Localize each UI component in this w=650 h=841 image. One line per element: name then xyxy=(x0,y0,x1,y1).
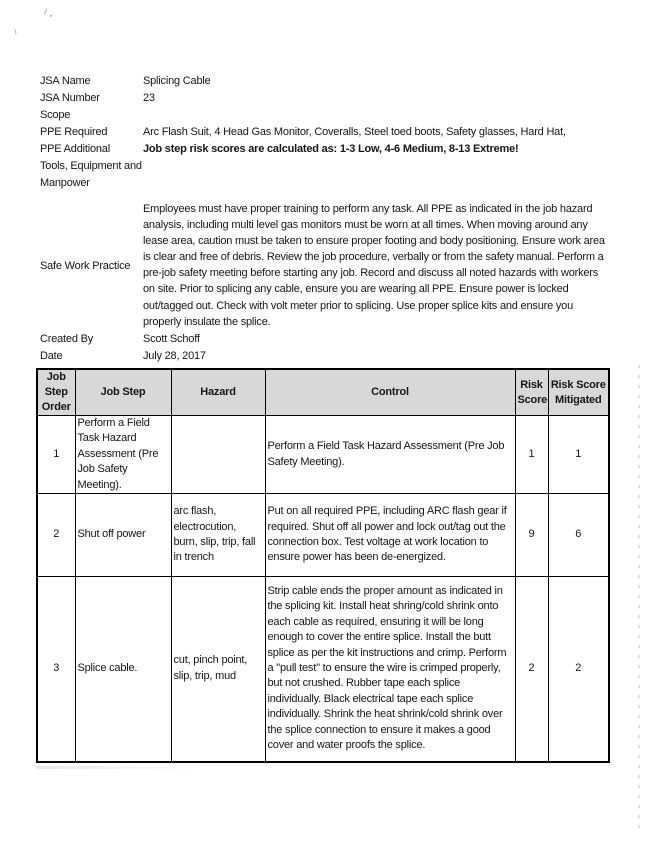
table-row xyxy=(37,577,609,762)
cell-hazard: cut, pinch point, slip, trip, mud xyxy=(171,577,265,762)
col-header-control: Control xyxy=(265,369,515,416)
col-header-job-step: Job Step xyxy=(75,369,171,416)
field-row-date xyxy=(40,348,614,365)
scan-artifact xyxy=(638,365,640,830)
field-value-tools-equipment xyxy=(143,158,610,192)
cell-job-step: Splice cable. xyxy=(75,577,171,762)
field-label-created-by: Created By xyxy=(40,333,94,345)
field-row-jsa-name xyxy=(40,73,614,90)
field-value-safe-work-practice: Employees must have proper training to perform any task. All PPE as indicated in the job hazard analysis, including multi level gas monitors must be worn at all times. When moving around any lease area, caution must be taken to ensure proper footing and body positioning. Ensure work area is clear and free of debris. Review the job procedure, verbally or from the safety manual. Perform a pre-job safety meeting before starting any job. Record and discuss all noted hazards with workers on site. Prior to splicing any cable, ensure you are wearing all PPE. Ensure power is locked out/tagged out. Check with volt meter prior to splicing. Use proper splice kits and ensure you properly insulate the splice. xyxy=(143,203,605,328)
field-label-jsa-name: JSA Name xyxy=(40,75,91,87)
field-value-date: July 28, 2017 xyxy=(143,350,206,362)
col-header-job-step-order: Job Step Order xyxy=(37,369,75,416)
field-label-date: Date xyxy=(40,350,63,362)
field-label-safe-work-practice: Safe Work Practice xyxy=(40,260,131,272)
cell-risk-score-mitigated: 1 xyxy=(548,416,609,494)
scan-artifact xyxy=(36,766,206,769)
cell-job-step: Perform a Field Task Hazard Assessment (Pre Job Safety Meeting). xyxy=(75,416,171,494)
cell-order: 2 xyxy=(37,494,75,577)
table-header-row xyxy=(37,369,609,416)
field-row-jsa-number xyxy=(40,90,614,107)
field-label-ppe-additional: PPE Additional xyxy=(40,143,110,155)
cell-control: Strip cable ends the proper amount as indicated in the splicing kit. Install heat shring/cold shrink onto each cable as required, ensuring it will be long enough to cover the entire splice. Install the butt splice as per the kit instructions and crimp. Perform a "pull test" to ensure the wire is crimped properly, but not crushed. Rubber tape each splice individually. Black electrical tape each splice individually. Shrink the heat shrink/cold shrink over the splice connection to ensure it makes a good cover and water proofs the splice. xyxy=(265,577,515,762)
table-row xyxy=(37,416,609,494)
field-row-scope xyxy=(40,107,614,124)
cell-hazard xyxy=(171,416,265,494)
field-label-jsa-number: JSA Number xyxy=(40,92,100,104)
field-value-jsa-name: Splicing Cable xyxy=(143,75,211,87)
table-row xyxy=(37,494,609,577)
jsa-table xyxy=(36,368,610,763)
cell-control: Put on all required PPE, including ARC flash gear if required. Shut off all power and lock out/tag out the connection box. Test voltage at work location to ensure power has been de-energized. xyxy=(265,494,515,577)
col-header-risk-score: Risk Score xyxy=(515,369,548,416)
cell-risk-score-mitigated: 2 xyxy=(548,577,609,762)
jsa-header-info xyxy=(40,73,614,365)
field-row-ppe-additional xyxy=(40,141,614,158)
cell-order: 3 xyxy=(37,577,75,762)
field-value-ppe-additional: Job step risk scores are calculated as: 1-3 Low, 4-6 Medium, 8-13 Extreme! xyxy=(143,143,519,155)
scan-artifact xyxy=(44,8,50,15)
col-header-hazard: Hazard xyxy=(171,369,265,416)
field-value-created-by: Scott Schoff xyxy=(143,333,200,345)
field-label-ppe-required: PPE Required xyxy=(40,126,108,138)
field-row-safe-work-practice xyxy=(40,201,614,331)
scan-artifact xyxy=(14,29,18,35)
field-row-ppe-required xyxy=(40,124,614,141)
cell-risk-score: 9 xyxy=(515,494,548,577)
field-label-scope: Scope xyxy=(40,109,71,121)
cell-order: 1 xyxy=(37,416,75,494)
cell-risk-score: 2 xyxy=(515,577,548,762)
field-row-tools-equipment xyxy=(40,158,614,192)
cell-hazard: arc flash, electrocution, burn, slip, trip, fall in trench xyxy=(171,494,265,577)
cell-risk-score: 1 xyxy=(515,416,548,494)
cell-risk-score-mitigated: 6 xyxy=(548,494,609,577)
field-row-created-by xyxy=(40,331,614,348)
field-value-scope xyxy=(143,107,610,124)
cell-control: Perform a Field Task Hazard Assessment (Pre Job Safety Meeting). xyxy=(265,416,515,494)
field-value-jsa-number: 23 xyxy=(143,92,155,104)
field-value-ppe-required: Arc Flash Suit, 4 Head Gas Monitor, Coveralls, Steel toed boots, Safety glasses, Hard Hat, xyxy=(143,126,566,138)
cell-job-step: Shut off power xyxy=(75,494,171,577)
field-label-tools-equipment: Tools, Equipment and Manpower xyxy=(40,160,142,189)
col-header-risk-score-mitigated: Risk Score Mitigated xyxy=(548,369,609,416)
